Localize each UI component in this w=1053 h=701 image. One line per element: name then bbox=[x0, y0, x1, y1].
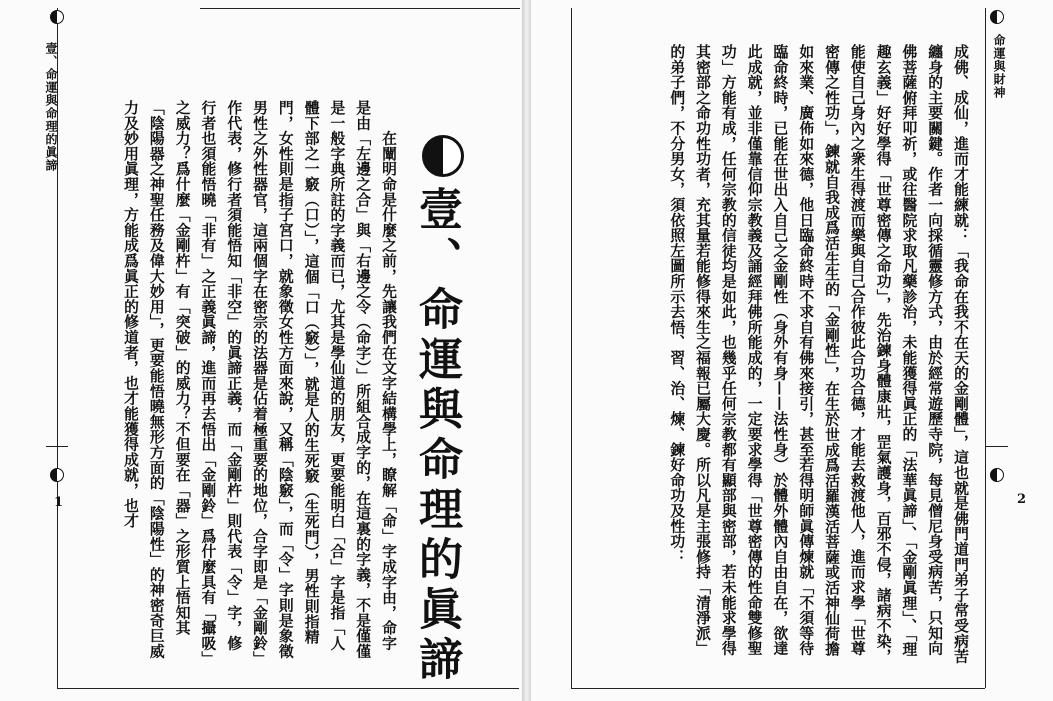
left-running-title: 壹、命運與命理的眞諦 bbox=[44, 42, 58, 172]
right-bottom-rule bbox=[571, 688, 985, 689]
book-gutter bbox=[522, 0, 531, 701]
right-frame-line bbox=[985, 8, 986, 688]
folio-rule-right bbox=[986, 446, 1008, 447]
taiji-icon-top bbox=[50, 10, 64, 24]
left-paragraph: 在闡明命是什麼之前，先讓我們在文字結構學上，瞭解「命」字成字由，命字是由「左邊之合」與「右邊之令（命字）」所組合成字的，在這裏的字義，不是僅僅是一般字典所註的字義而已，尤其是學仙道的朋友，更要能明白「合」字是指「人體下部之一竅（口）」，這個「口（竅）」，就是人的生死竅（生死門），男性則指精門，女性則是指子宮口，就象徵女性方面來說，又稱「陰竅」，而「令」字則是象徵男性之外性器官，這兩個字在密宗的法器是佔着極重要的地位，合字即是「金剛鈴」作代表，修行者須能悟知「非空」的眞諦正義，而「金剛杵」則代表「令」字，修行者也須能悟曉「非有」之正義眞諦，進而再去悟出「金剛鈴」爲什麼具有「攝吸」之威力？爲什麼「金剛杵」有「突破」的威力？不但要在「器」之形質上悟知其「陰陽器之神聖任務及偉大妙用」，更要能悟曉無形方面的「陰陽性」的神密奇巨威力及妙用眞理，方能成爲眞正的修道者，也才能獲得成就，也才 bbox=[122, 100, 397, 659]
left-top-rule bbox=[200, 8, 520, 9]
right-page-number: 2 bbox=[1017, 492, 1027, 507]
folio-rule bbox=[46, 446, 68, 447]
taiji-icon-top-right bbox=[990, 10, 1004, 24]
taiji-icon-folio-right bbox=[990, 468, 1004, 482]
taiji-icon-folio bbox=[50, 468, 64, 482]
left-page-number: 1 bbox=[54, 495, 64, 510]
right-page bbox=[531, 0, 1053, 701]
taiji-icon-chapter bbox=[422, 135, 464, 177]
right-paragraph: 成佛、成仙，進而才能練就：「我命在我不在天的金剛體」，這也就是佛門道門弟子常受病苦纏身的主要關鍵。作者一向採循靈修方式，由於經常遊歷寺院，每見僧尼身受病苦，只知向佛菩薩俯拜叩祈，或往醫院求取凡藥診治，未能獲得眞正的「法華眞諦」、「金剛眞理」、「理趣玄義」好好學得「世尊密傳之命功」，先治鍊身體康壯，罡氣護身，百邪不侵，諸病不染，能使自己身內之衆生得渡而樂與自己合作彼此合功合德，才能去救渡他人，進而求學「世尊密傳之性功」，鍊就自我成爲活生生的「金剛性」，在生於世成爲活羅漢活菩薩或活神仙荷擔如來業、廣佈如來德，他日臨命終時不求自有佛來接引，甚至若得明師眞傳煉就「不須等待臨命終時，已能在世出入自己之金剛性（身外有身——法性身）於體外體內自由自在，欲達此成就，並非僅靠信仰宗教義及誦經拜佛所能成的，一定要求學得「世尊密傳的性命雙修聖功」方能有成，任何宗教的信徒均是如此，也幾乎任何宗教都有顯部與密部，若未能求學得其密部之命功性功者，充其量若能修得來生之福報已屬大慶。所以凡是主張修持「清淨派」的弟子們，不分男女，須依照左圖所示去悟、習、治、煉、鍊好命功及性功： bbox=[668, 44, 969, 664]
left-bottom-rule bbox=[57, 688, 519, 689]
right-running-title: 命運與財神 bbox=[992, 34, 1006, 99]
left-body-text bbox=[85, 100, 401, 665]
right-inner-line bbox=[571, 8, 572, 688]
right-body-text bbox=[593, 44, 973, 666]
chapter-title: 壹、命運與命理的眞諦 bbox=[411, 186, 462, 686]
left-page bbox=[0, 0, 522, 701]
